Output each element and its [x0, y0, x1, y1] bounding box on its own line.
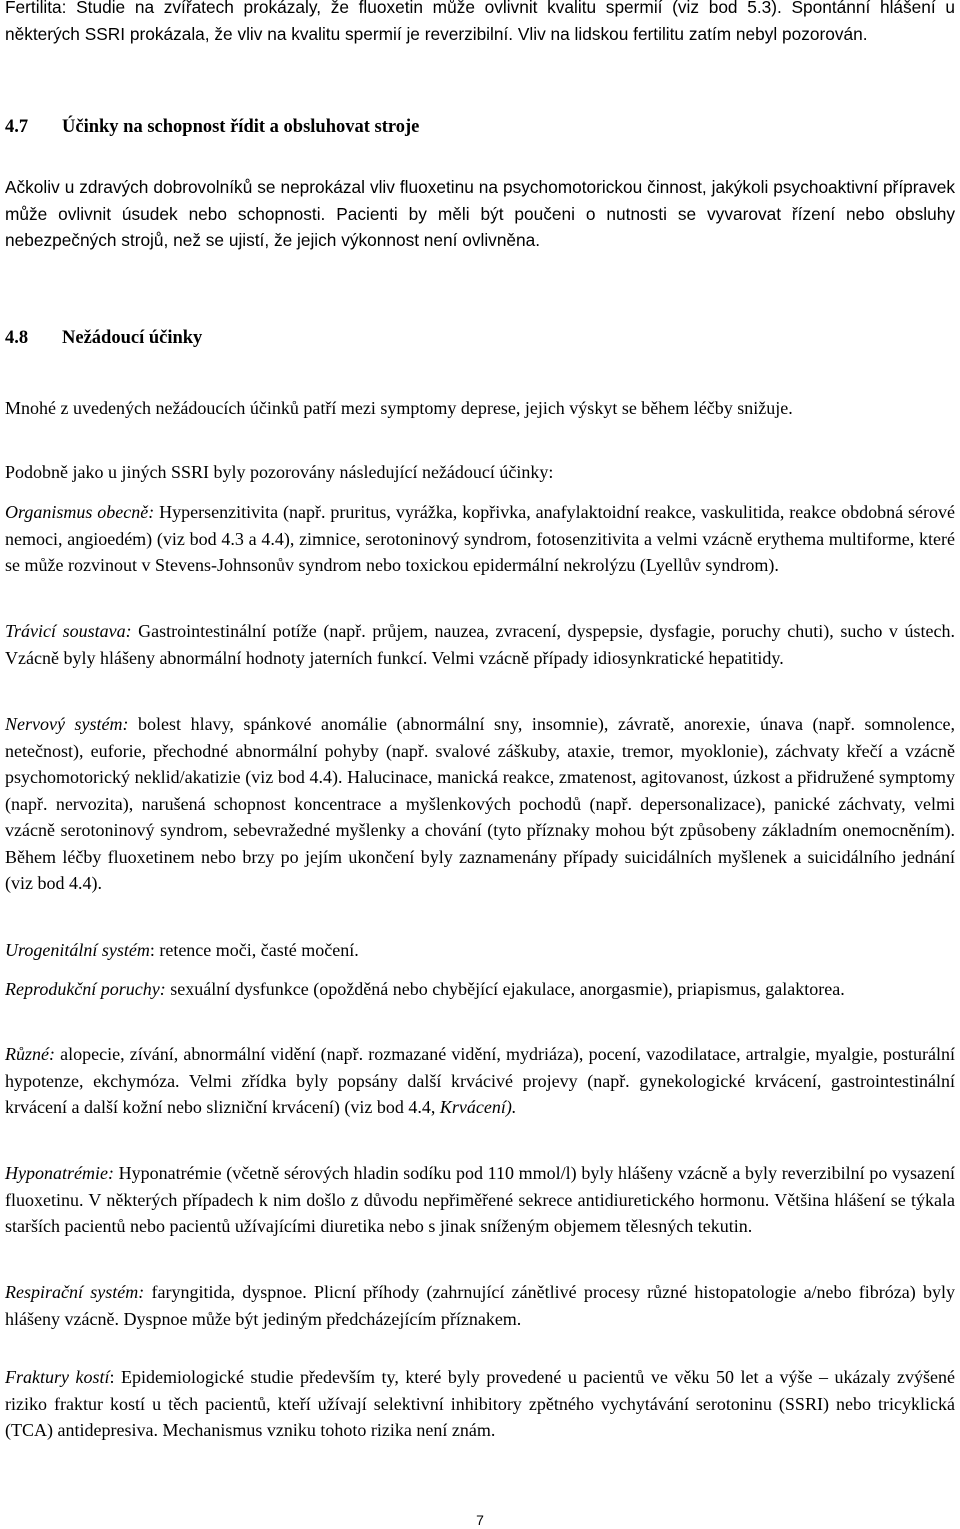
system-paragraph-fractures	[5, 1364, 955, 1444]
section-number: 4.7	[5, 117, 29, 137]
system-paragraph-hyponatremia	[5, 1160, 955, 1240]
system-label: Reprodukční poruchy:	[5, 979, 166, 999]
system-label: Hyponatrémie:	[5, 1163, 114, 1183]
section-title: Účinky na schopnost řídit a obsluhovat stroje	[62, 117, 420, 137]
driving-text-part2: Pacienti by měli být poučeni o nutnosti se vyvarovat řízení nebo obsluhy nebezpečných strojů, než se ujistí, že jejich výkonnost není ovlivněna.	[5, 203, 955, 250]
system-text: Gastrointestinální potíže (např. průjem, nauzea, zvracení, dyspepsie, dysfagie, poruchy chuti), sucho v ústech. Vzácně byly hlášeny abnormální hodnoty jaterních funkcí. Velmi vzácně případy idiosynkratické hepatitidy.	[5, 621, 955, 668]
system-paragraph-reproductive	[5, 976, 955, 1003]
section-heading-4-8	[5, 328, 202, 349]
section-title: Nežádoucí účinky	[62, 328, 203, 348]
fertility-paragraph: Fertilita: Studie na zvířatech prokázaly, že fluoxetin může ovlivnit kvalitu spermií (viz bod 5.3). Spontánní hlášení u některých SSRI prokázala, že vliv na kvalitu spermií je reverzibilní. Vliv na lidskou fertilitu zatím nebyl pozorován.	[5, 0, 955, 44]
system-label: Nervový systém:	[5, 714, 129, 734]
adverse-intro-paragraph: Mnohé z uvedených nežádoucích účinků patří mezi symptomy deprese, jejich výskyt se během léčby snižuje.	[5, 398, 793, 418]
system-label: Urogenitální systém	[5, 940, 150, 960]
system-label: Fraktury kostí	[5, 1367, 110, 1387]
system-text: bolest hlavy, spánkové anomálie (abnormální sny, insomnie), závratě, anorexie, únava (např. somnolence, netečnost), euforie, přechodné abnormální pohyby (např. svalové záškuby, ataxie, tremor, myoklonie), záchvaty křečí a vzácně psychomotorický neklid/akatizie (viz bod 4.4). Halucinace, manická reakce, zmatenost, agitovanost, úzkost a přidružené symptomy (např. nervozita), narušená schopnost koncentrace a myšlenkových pochodů (např. depersonalizace), panické záchvaty, velmi vzácně serotoninový syndrom, sebevražedné myšlenky a chování (tyto příznaky mohou být způsobeny základním onemocněním). Během léčby fluoxetinem nebo brzy po jejím ukončení byly zaznamenány případy suicidálních myšlenek a suicidálního jednání (viz bod 4.4).	[5, 714, 955, 893]
system-text: : Epidemiologické studie především ty, které byly provedené u pacientů ve věku 50 let a výše – ukázaly zvýšené riziko fraktur kostí u těch pacientů, kteří užívají selektivní inhibitory zpětného vychytávání serotoninu (SSRI) nebo tricyklická (TCA) antidepresiva. Mechanismus vzniku tohoto rizika není znám.	[5, 1367, 956, 1440]
system-paragraph-nervous	[5, 711, 955, 897]
system-label: Různé:	[5, 1044, 55, 1064]
system-label: Trávicí soustava:	[5, 621, 132, 641]
system-text: faryngitida, dyspnoe. Plicní příhody (zahrnující zánětlivé procesy různé histopatologie a/nebo fibróza) byly hlášeny vzácně. Dyspnoe může být jediným předcházejícím příznakem.	[5, 1282, 956, 1329]
section-heading-4-7	[5, 117, 419, 138]
system-text: Hypersenzitivita (např. pruritus, vyrážka, kopřivka, anafylaktoidní reakce, vaskulitida, reakce obdobná sérové nemoci, angioedém) (viz bod 4.3 a 4.4), zimnice, serotoninový syndrom, fotosenzitivita a velmi vzácně erythema multiforme, které se může rozvinout v Stevens-Johnsonův syndrom nebo toxickou epidermální nekrolýzu (Lyellův syndrom).	[5, 502, 956, 575]
system-paragraph-various	[5, 1041, 955, 1121]
system-text: sexuální dysfunkce (opožděná nebo chybějící ejakulace, anorgasmie), priapismus, galaktorea.	[165, 979, 845, 999]
driving-paragraph	[5, 174, 955, 254]
page-number: 7	[476, 1512, 484, 1528]
system-trailing-italic: Krvácení).	[439, 1097, 517, 1117]
system-label: Respirační systém:	[5, 1282, 145, 1302]
section-number: 4.8	[5, 328, 29, 348]
system-paragraph-urogenital	[5, 937, 955, 964]
driving-text-part1: Ačkoliv u zdravých dobrovolníků se neprokázal vliv fluoxetinu na psychomotorickou činnost, jakýkoli psychoaktivní přípravek může ovlivnit úsudek nebo schopnosti.	[5, 177, 955, 224]
adverse-list-intro: Podobně jako u jiných SSRI byly pozorovány následující nežádoucí účinky:	[5, 462, 554, 482]
system-paragraph-digestive	[5, 618, 955, 671]
system-text: Hyponatrémie (včetně sérových hladin sodíku pod 110 mmol/l) byly hlášeny vzácně a byly reverzibilní po vysazení fluoxetinu. V některých případech k nim došlo z důvodu nepřiměřené sekrece antidiuretického hormonu. Většina hlášení se týkala starších pacientů nebo pacientů užívajícími diuretika nebo s jinak sníženým objemem tělesných tekutin.	[5, 1163, 955, 1236]
system-paragraph-respiratory	[5, 1279, 955, 1332]
system-text: alopecie, zívání, abnormální vidění (např. rozmazané vidění, mydriáza), pocení, vazodilatace, artralgie, myalgie, posturální hypotenze, ekchymóza. Velmi zřídka byly popsány další krvácivé projevy (např. gynekologické krvácení, gastrointestinální krvácení a další kožní nebo slizniční krvácení) (viz bod 4.4,	[5, 1044, 955, 1117]
system-paragraph-general	[5, 499, 955, 579]
system-label: Organismus obecně:	[5, 502, 155, 522]
system-text: : retence moči, časté močení.	[149, 940, 359, 960]
